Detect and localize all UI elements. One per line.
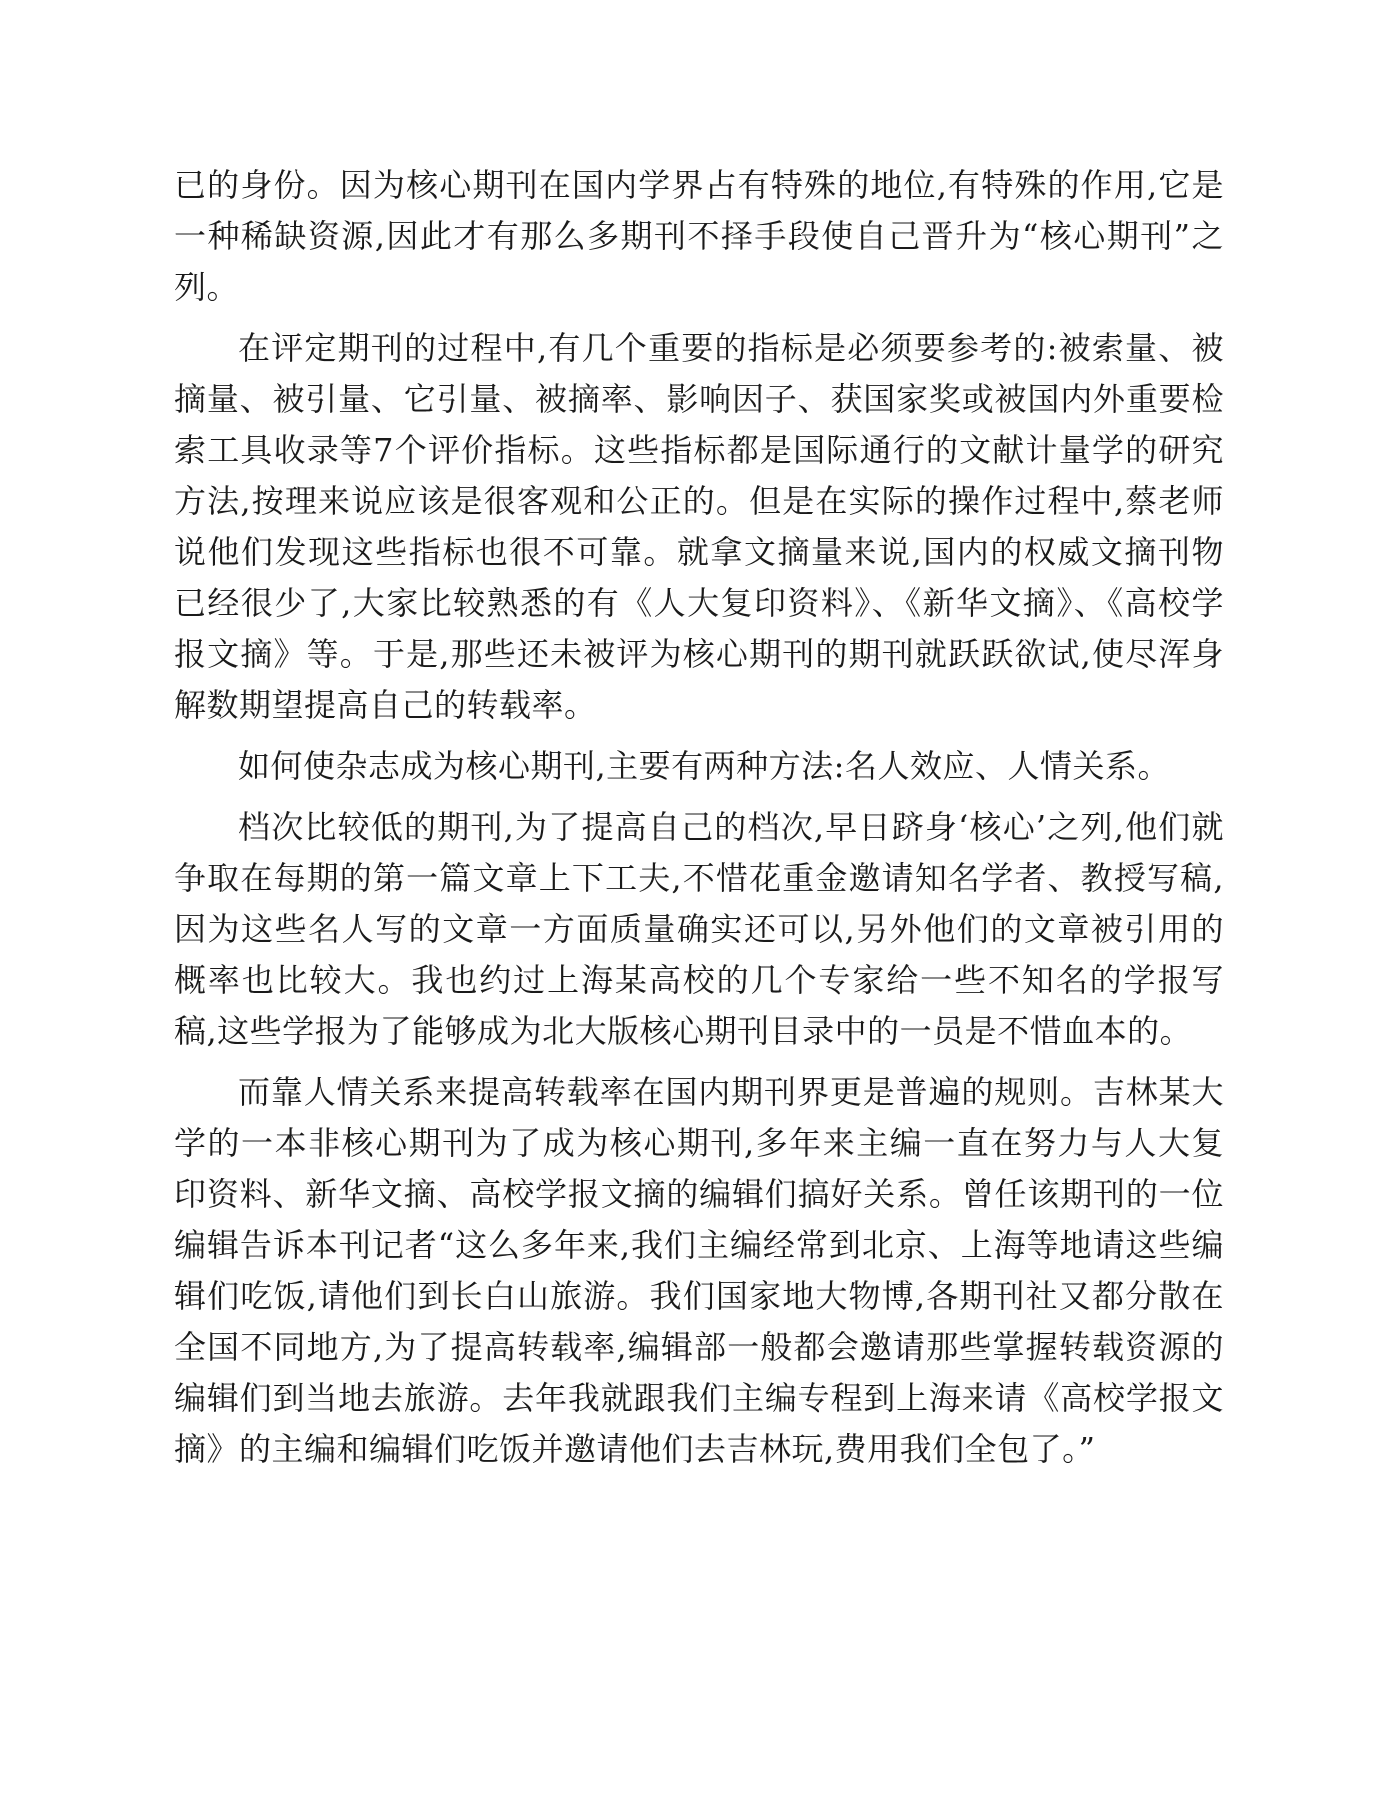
paragraph-celebrity-effect: 档次比较低的期刊,为了提高自己的档次,早日跻身‘核心’之列,他们就争取在每期的第一篇文章上下工夫,不惜花重金邀请知名学者、教授写稿,因为这些名人写的文章一方面质量确实还可以,另外他们的文章被引用的概率也比较大。我也约过上海某高校的几个专家给一些不知名的学报写稿,这些学报为了能够成为北大版核心期刊目录中的一员是不惜血本的。 <box>174 808 1224 1050</box>
paragraph-two-methods: 如何使杂志成为核心期刊,主要有两种方法:名人效应、人情关系。 <box>238 747 1170 785</box>
paragraph-personal-relations: 而靠人情关系来提高转载率在国内期刊界更是普遍的规则。吉林某大学的一本非核心期刊为了成为核心期刊,多年来主编一直在努力与人大复印资料、新华文摘、高校学报文摘的编辑们搞好关系。曾任该期刊的一位编辑告诉本刊记者“这么多年来,我们主编经常到北京、上海等地请这些编辑们吃饭,请他们到长白山旅游。我们国家地大物博,各期刊社又都分散在全国不同地方,为了提高转载率,编辑部一般都会邀请那些掌握转载资源的编辑们到当地去旅游。去年我就跟我们主编专程到上海来请《高校学报文摘》的主编和编辑们吃饭并邀请他们去吉林玩,费用我们全包了。” <box>174 1073 1224 1468</box>
body-text <box>174 160 1224 1485</box>
paragraph-evaluation-indicators: 在评定期刊的过程中,有几个重要的指标是必须要参考的:被索量、被摘量、被引量、它引量、被摘率、影响因子、获国家奖或被国内外重要检索工具收录等7个评价指标。这些指标都是国际通行的文献计量学的研究方法,按理来说应该是很客观和公正的。但是在实际的操作过程中,蔡老师说他们发现这些指标也很不可靠。就拿文摘量来说,国内的权威文摘刊物已经很少了,大家比较熟悉的有《人大复印资料》、《新华文摘》、《高校学报文摘》等。于是,那些还未被评为核心期刊的期刊就跃跃欲试,使尽浑身解数期望提高自己的转载率。 <box>174 329 1224 724</box>
paragraph-continuation: 已的身份。因为核心期刊在国内学界占有特殊的地位,有特殊的作用,它是一种稀缺资源,因此才有那么多期刊不择手段使自己晋升为“核心期刊”之列。 <box>174 166 1224 306</box>
